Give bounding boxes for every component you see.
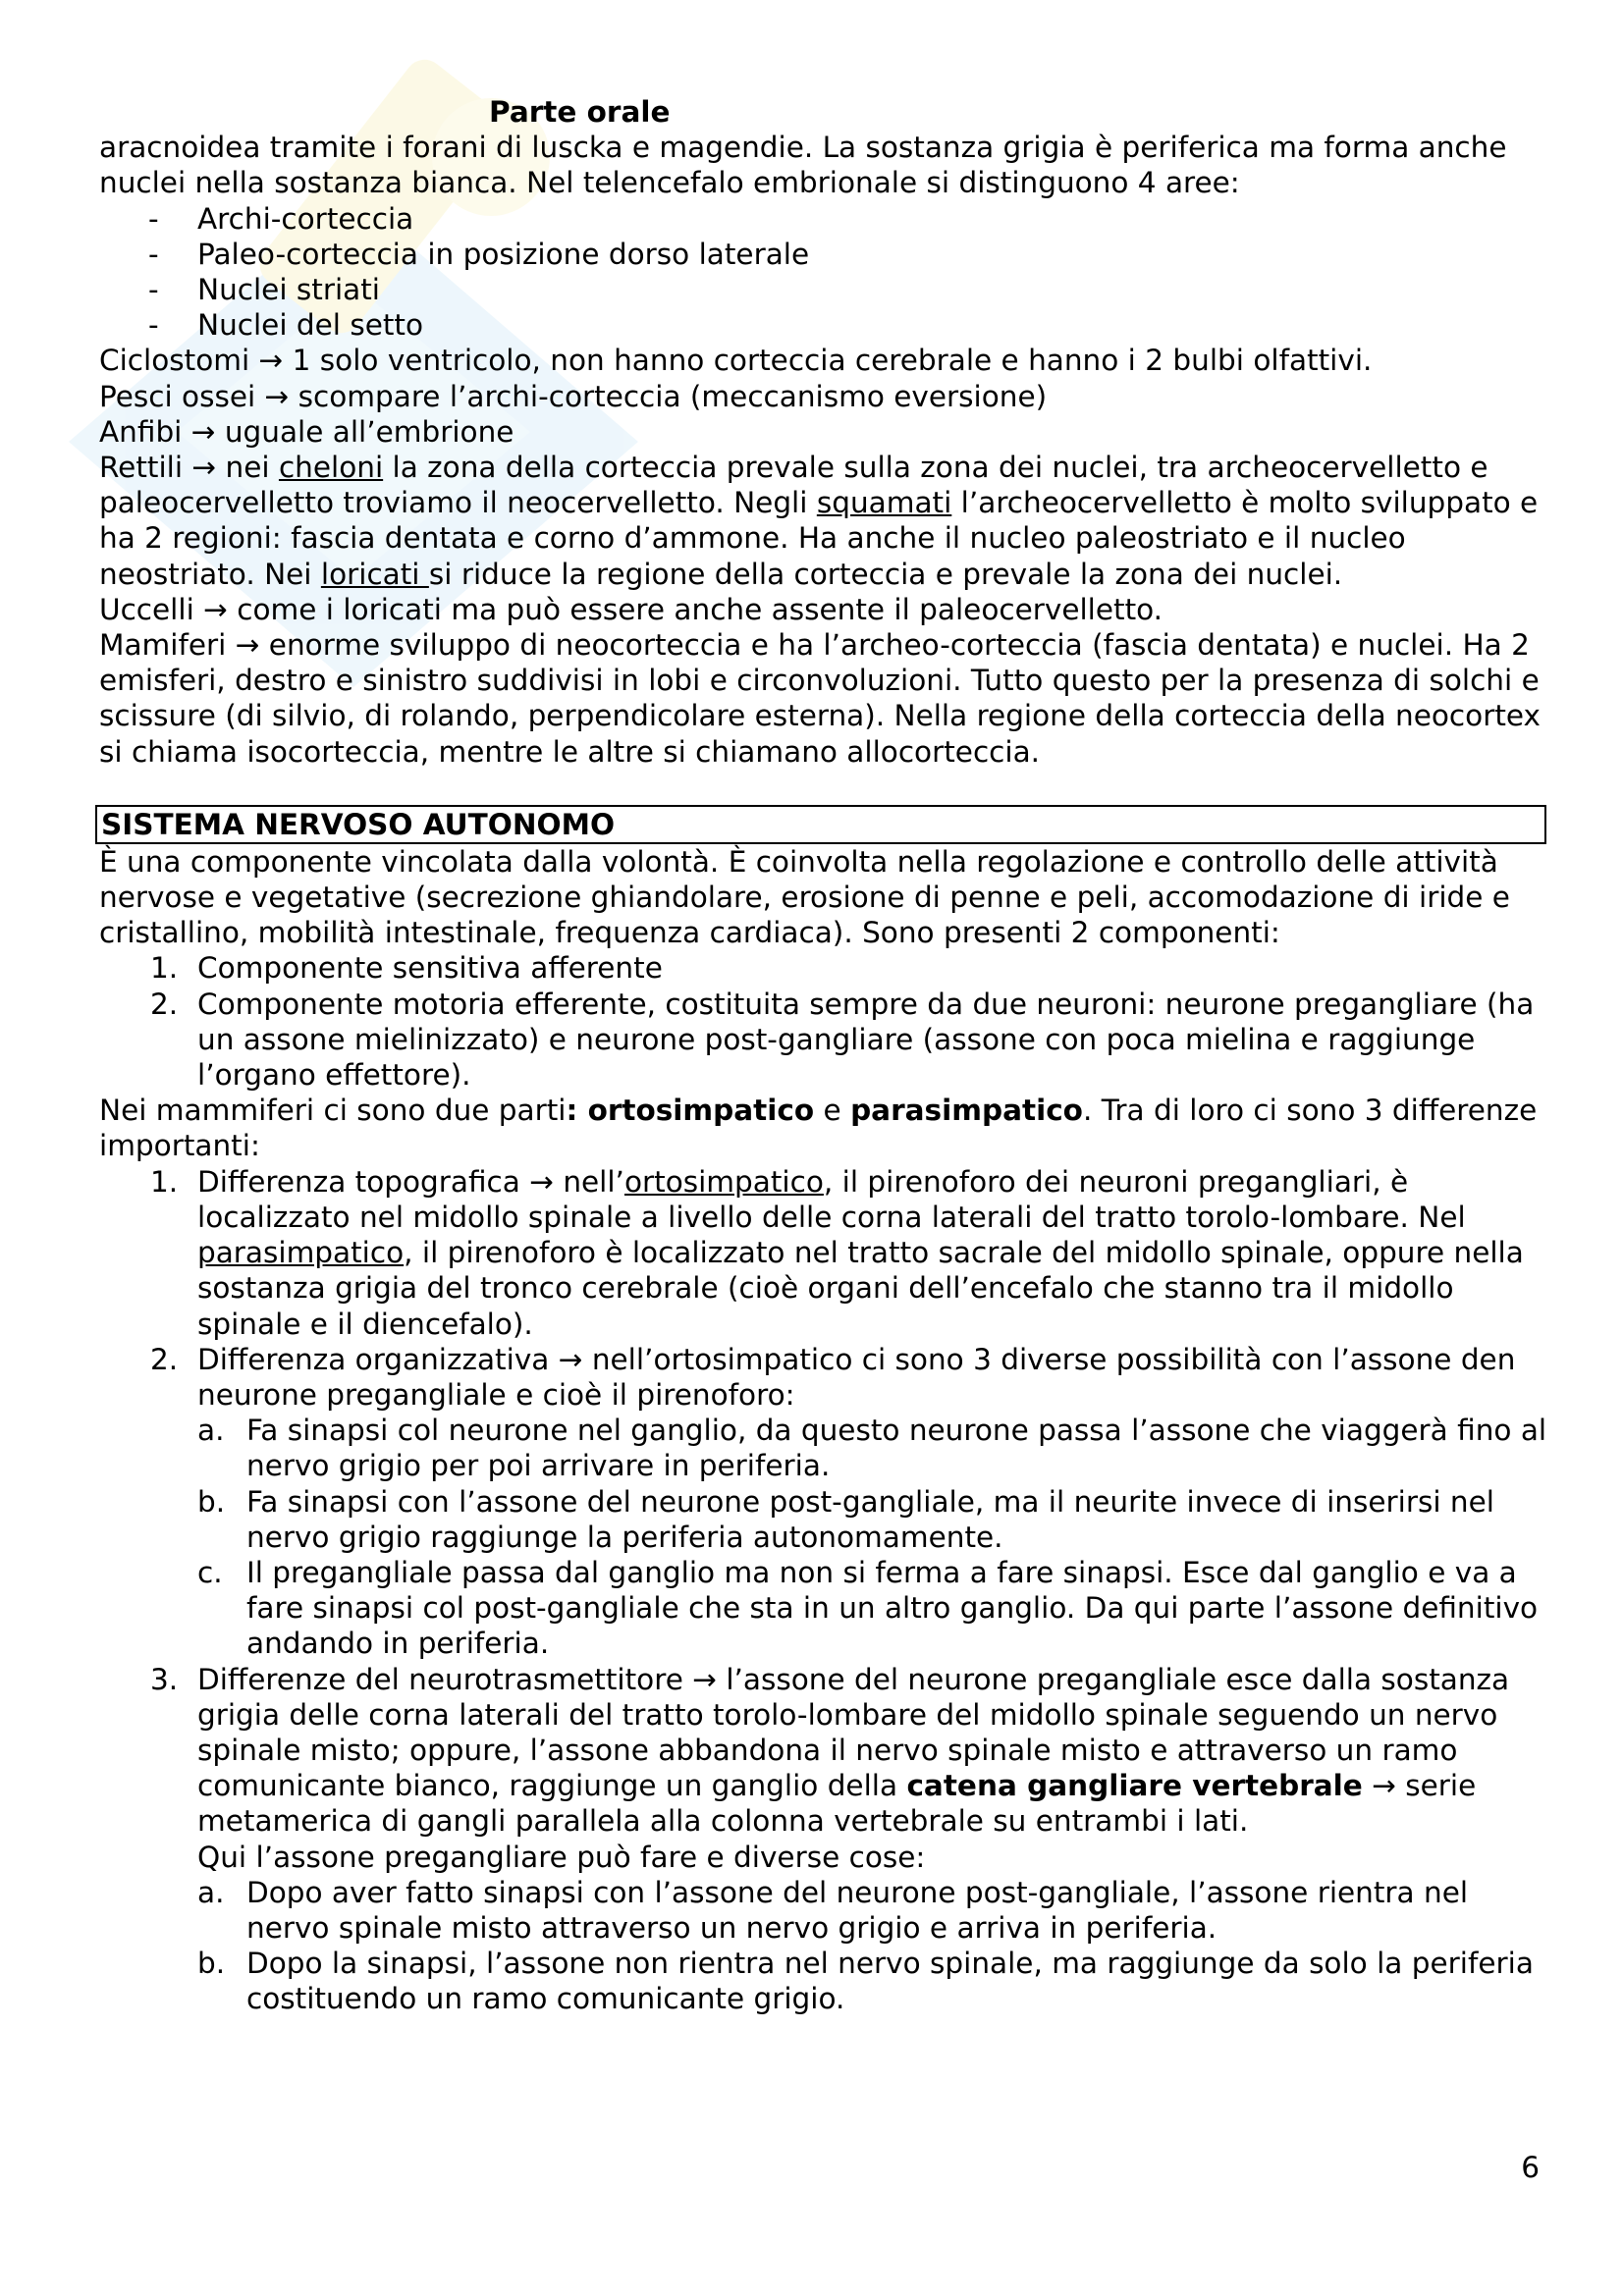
sublist [197, 1413, 1552, 1661]
list-item: 1. Componente sensitiva afferente [150, 951, 663, 986]
paragraph-rettili: Rettili → nei cheloni la zona della corteccia prevale sulla zona dei nuclei, tra archeocervelletto e paleocervelletto troviamo il neocervelletto. Negli squamati l’archeocervelletto è molto sviluppato e ha 2 regioni: fascia dentata e corno d’ammone. Ha anche il nucleo paleostriato e il nucleo neostriato. Nei loricati si riduce la regione della corteccia e prevale la zona dei nuclei. [99, 451, 1539, 591]
components-list [99, 950, 1552, 1093]
section-heading: SISTEMA NERVOSO AUTONOMO [95, 805, 1546, 844]
list-item: - Archi-corteccia [99, 201, 1552, 237]
sublist [197, 1875, 1552, 2017]
differences-list [99, 1164, 1552, 2017]
paragraph-uccelli: Uccelli → come i loricati ma può essere anche assente il paleocervelletto. [99, 592, 1163, 626]
list-item: 1. Differenza topografica → nell’ortosimpatico, il pirenoforo dei neuroni pregangliari, è localizzato nel midollo spinale a livello delle corna laterali del tratto torolo-lombare. Nel parasimpatico, il pirenoforo è localizzato nel tratto sacrale del midollo spinale, oppure nella sostanza grigia del tronco cerebrale (cioè organi dell’encefalo che stanno tra il midollo spinale e il diencefalo). [150, 1164, 1524, 1341]
paragraph-mammiferi-parti: Nei mammiferi ci sono due parti: ortosimpatico e parasimpatico. Tra di loro ci sono 3 differenze importanti: [99, 1094, 1538, 1163]
page-number: 6 [1521, 2151, 1540, 2184]
paragraph-ciclostomi: Ciclostomi → 1 solo ventricolo, non hanno corteccia cerebrale e hanno i 2 bulbi olfattivi. [99, 344, 1373, 378]
page-content [99, 94, 1552, 2017]
list-item: b. Fa sinapsi con l’assone del neurone post-gangliale, ma il neurite invece di inserirsi nel nervo grigio raggiunge la periferia autonomamente. [197, 1484, 1494, 1554]
list-item: a. Dopo aver fatto sinapsi con l’assone del neurone post-gangliale, l’assone rientra nel nervo spinale misto attraverso un nervo grigio e arriva in periferia. [197, 1875, 1469, 1945]
list-item: 2. Componente motoria efferente, costituita sempre da due neuroni: neurone pregangliare (ha un assone mielinizzato) e neurone post-gangliare (assone con poca mielina e raggiunge l’organo effettore). [150, 987, 1535, 1093]
list-item: 3. Differenze del neurotrasmettitore → l’assone del neurone pregangliale esce dalla sostanza grigia delle corna laterali del tratto torolo-lombare del midollo spinale seguendo un nervo spinale misto; oppure, l’assone abbandona il nervo spinale misto e attraverso un ramo comunicante bianco, raggiunge un ganglio della catena gangliare vertebrale → serie metamerica di gangli parallela alla colonna vertebrale su entrambi i lati. Qui l’assone pregangliare può fare e diverse cose: a. Dopo aver fatto sinapsi con l’assone del neurone post-gangliale, l’assone rientra nel nervo spinale misto attraverso un nervo grigio e arriva in periferia. b. Dopo la sinapsi, l’assone non rientra nel nervo spinale, ma raggiunge da solo la periferia costituendo un ramo comunicante grigio. [99, 1662, 1552, 2017]
paragraph-anfibi: Anfibi → uguale all’embrione [99, 414, 514, 449]
paragraph-intro: aracnoidea tramite i forani di luscka e magendie. La sostanza grigia è periferica ma forma anche nuclei nella sostanza bianca. Nel telencefalo embrionale si distinguono 4 aree: [99, 131, 1507, 200]
list-item: b. Dopo la sinapsi, l’assone non rientra nel nervo spinale, ma raggiunge da solo la periferia costituendo un ramo comunicante grigio. [197, 1947, 1534, 2016]
paragraph-sna-intro: È una componente vincolata dalla volontà. È coinvolta nella regolazione e controllo delle attività nervose e vegetative (secrezione ghiandolare, erosione di penne e peli, accomodazione di iride e cristallino, mobilità intestinale, frequenza cardiaca). Sono presenti 2 componenti: [99, 844, 1510, 950]
list-item: 2. Differenza organizzativa → nell’ortosimpatico ci sono 3 diverse possibilità con l’assone den neurone pregangliale e cioè il pirenoforo: a. Fa sinapsi col neurone nel ganglio, da questo neurone passa l’assone che viaggerà fino al nervo grigio per poi arrivare in periferia. b. Fa sinapsi con l’assone del neurone post-gangliale, ma il neurite invece di inserirsi nel nervo grigio raggiunge la periferia autonomamente. c. Il pregangliale passa dal ganglio ma non si ferma a fare sinapsi. Esce dal ganglio e va a fare sinapsi col post-gangliale che sta in un altro ganglio. Da qui parte l’assone definitivo andando in periferia. [99, 1342, 1552, 1662]
list-item: - Nuclei del setto [99, 307, 1552, 343]
paragraph-pesci: Pesci ossei → scompare l’archi-corteccia (meccanismo eversione) [99, 379, 1048, 413]
page-header: Parte orale [489, 95, 671, 129]
list-item: - Paleo-corteccia in posizione dorso laterale [99, 237, 1552, 272]
paragraph-mammiferi: Mamiferi → enorme sviluppo di neocorteccia e ha l’archeo-corteccia (fascia dentata) e nuclei. Ha 2 emisferi, destro e sinistro suddivisi in lobi e circonvoluzioni. Tutto questo per la presenza di solchi e scissure (di silvio, di rolando, perpendicolare esterna). Nella regione della corteccia della neocortex si chiama isocorteccia, mentre le altre si chiamano allocorteccia. [99, 628, 1541, 769]
list-item: c. Il pregangliale passa dal ganglio ma non si ferma a fare sinapsi. Esce dal ganglio e va a fare sinapsi col post-gangliale che sta in un altro ganglio. Da qui parte l’assone definitivo andando in periferia. [197, 1555, 1539, 1661]
areas-list [99, 201, 1552, 344]
list-item: - Nuclei striati [99, 272, 1552, 307]
list-followup: Qui l’assone pregangliare può fare e diverse cose: [197, 1840, 926, 1874]
list-item: a. Fa sinapsi col neurone nel ganglio, da questo neurone passa l’assone che viaggerà fino al nervo grigio per poi arrivare in periferia. [197, 1414, 1547, 1483]
